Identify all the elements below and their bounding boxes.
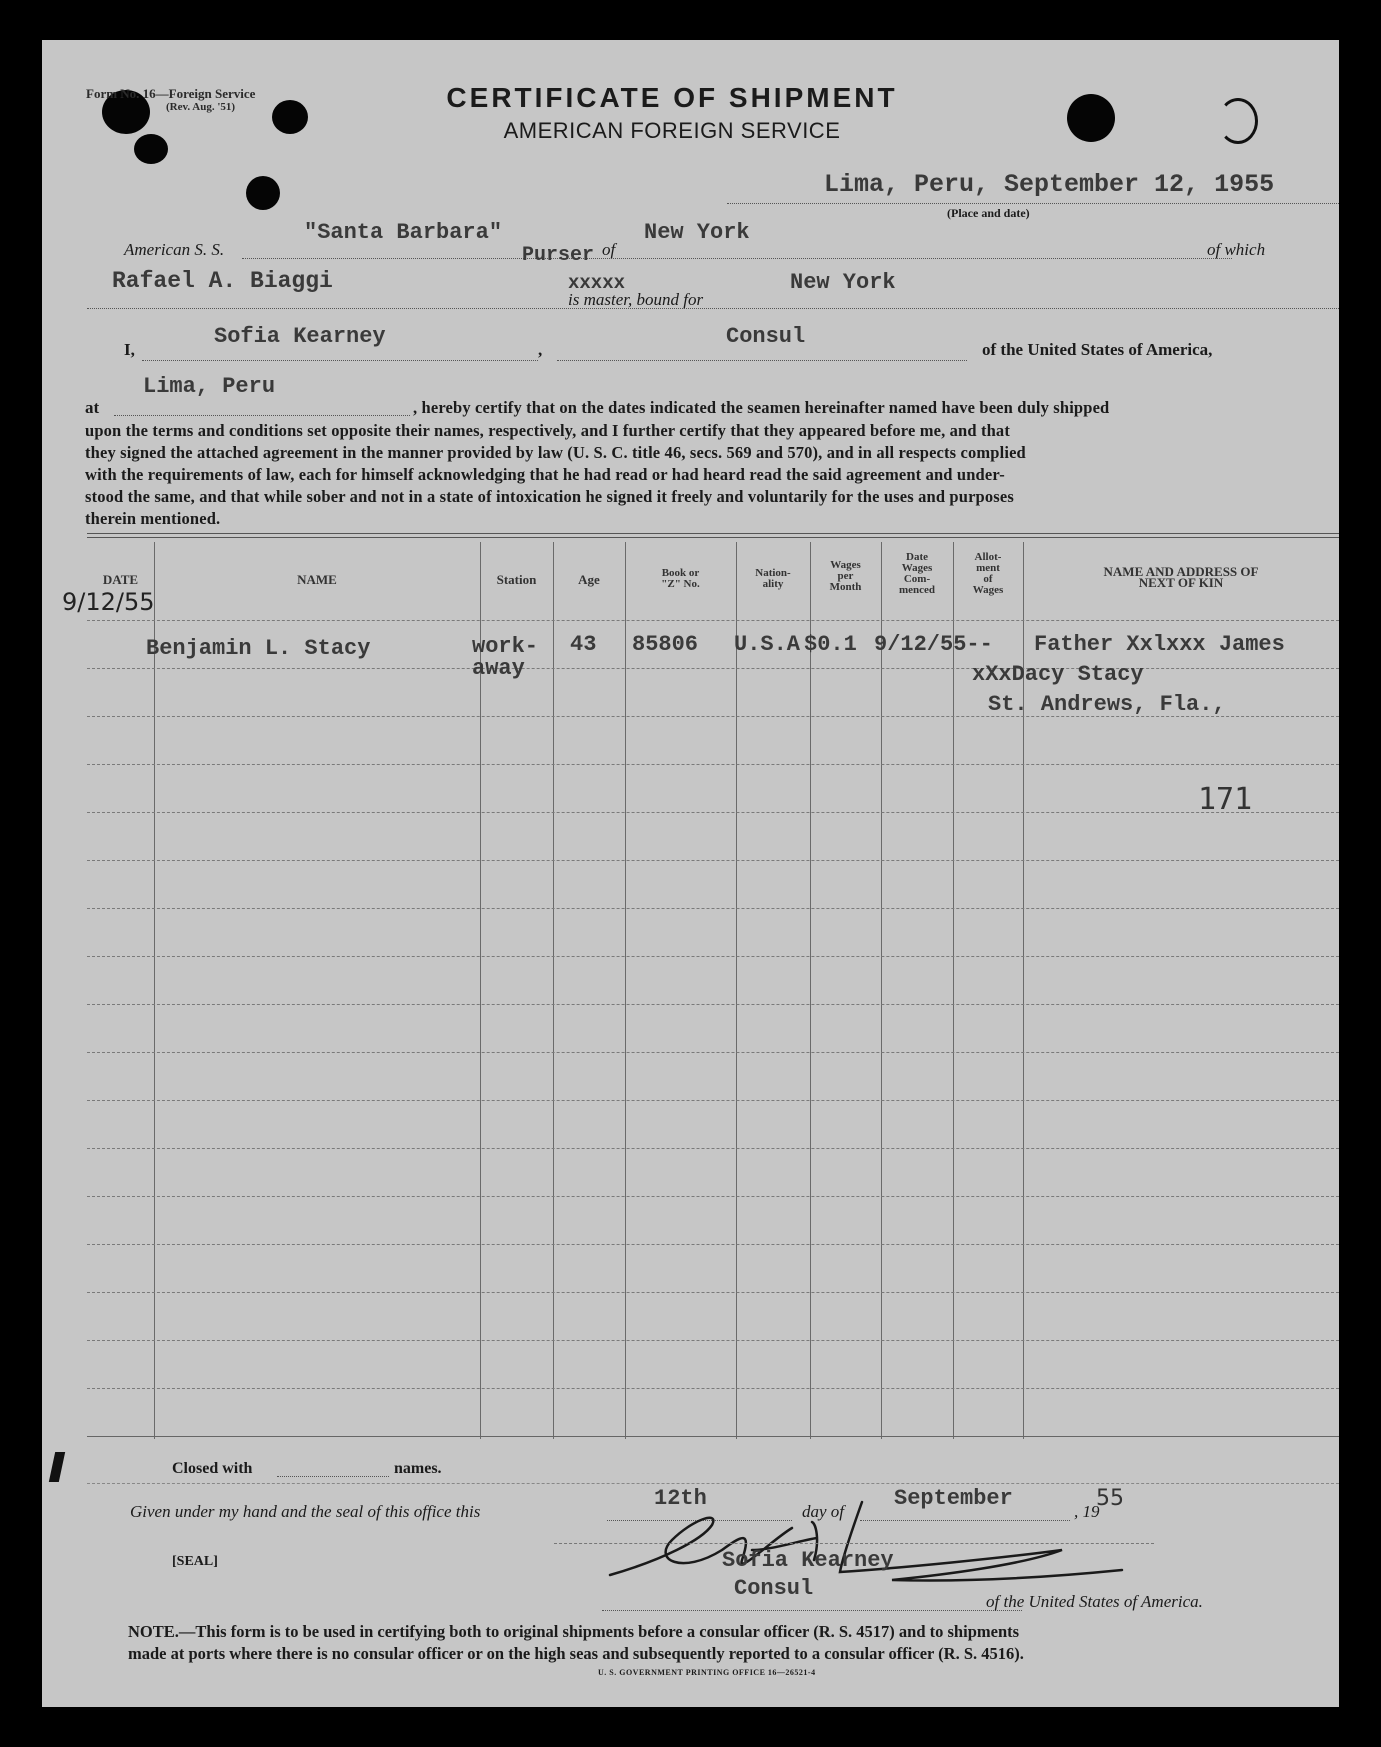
at-place-line	[114, 415, 410, 416]
table-bottom-rule	[87, 1436, 1339, 1437]
punch-hole	[246, 176, 280, 210]
ship-line	[242, 258, 1232, 259]
table-top-rule-2	[87, 537, 1339, 538]
next-of-kin-line-2: xXxDacy Stacy	[972, 662, 1144, 687]
row-line	[87, 1244, 1339, 1245]
year-suffix: 55	[1096, 1486, 1124, 1511]
row-line	[87, 1292, 1339, 1293]
at-label: at	[85, 398, 100, 417]
comma: ,	[538, 340, 543, 359]
column-header-nationality: Nation- ality	[755, 567, 791, 590]
form-revision: (Rev. Aug. '51)	[166, 101, 236, 113]
consul-name-value: Sofia Kearney	[214, 324, 386, 349]
struck-text: xxxxx	[568, 272, 626, 294]
row-line	[87, 1196, 1339, 1197]
row-line	[87, 908, 1339, 909]
place-date-label: (Place and date)	[947, 206, 1030, 220]
note-line-1: NOTE.—This form is to be used in certifying both to original shipments before a consular officer (R. S. 4517) and to shipments	[128, 1622, 1020, 1641]
master-line	[87, 308, 1339, 309]
certify-line-1: , hereby certify that on the dates indicated the seamen hereinafter named have been duly shipped	[413, 398, 1110, 417]
next-of-kin-line-3: St. Andrews, Fla.,	[988, 692, 1226, 717]
seaman-nationality: U.S.A	[734, 632, 801, 657]
margin-mark	[49, 1452, 65, 1482]
year-prefix: , 19	[1074, 1502, 1100, 1521]
column-divider	[953, 542, 954, 1439]
page-number-handwritten: 171	[1198, 782, 1253, 817]
column-divider	[736, 542, 737, 1439]
at-place-value: Lima, Peru	[143, 374, 276, 399]
certify-line-5: stood the same, and that while sober and not in a state of intoxication he signed it freely and voluntarily for the uses and purposes	[85, 487, 1014, 506]
signer-title: Consul	[734, 1576, 814, 1601]
column-header-age: Age	[578, 572, 600, 587]
closed-with-label: Closed with	[172, 1460, 253, 1477]
next-of-kin-line-1: Father Xxlxxx James	[1034, 632, 1285, 657]
punch-hole	[1067, 94, 1115, 142]
seaman-book-no: 85806	[632, 632, 699, 657]
of-usa-label: of the United States of America,	[982, 340, 1213, 359]
row-line	[87, 1052, 1339, 1053]
consul-name-line	[142, 360, 538, 361]
day-of-label: day of	[802, 1502, 845, 1521]
day-value: 12th	[654, 1486, 707, 1511]
column-divider	[625, 542, 626, 1439]
row-line	[87, 1388, 1339, 1389]
table-top-rule	[87, 533, 1339, 534]
form-number: Form No. 16—Foreign Service	[86, 86, 256, 101]
column-divider	[553, 542, 554, 1439]
i-label: I,	[124, 340, 135, 359]
column-header-date-commenced: Date Wages Com- menced	[898, 551, 936, 596]
american-ss-label: American S. S.	[124, 240, 225, 259]
certify-line-2: upon the terms and conditions set opposite their names, respectively, and I further certify that they appeared before me, and that	[85, 421, 1010, 440]
punch-hole-outline	[1218, 98, 1258, 144]
punch-hole	[272, 100, 308, 134]
signer-suffix: of the United States of America.	[986, 1592, 1203, 1611]
ship-port-value: New York	[644, 220, 750, 245]
column-divider	[810, 542, 811, 1439]
is-master-label: is master, bound for	[568, 290, 704, 309]
row-line	[87, 668, 1339, 669]
signature-underline	[554, 1543, 1154, 1544]
document-subtitle: AMERICAN FOREIGN SERVICE	[503, 118, 841, 143]
signer-title-line	[602, 1610, 1022, 1611]
row-line	[87, 956, 1339, 957]
row-line	[87, 1100, 1339, 1101]
ship-name-value: "Santa Barbara"	[304, 220, 503, 245]
column-header-wages: Wages per Month	[829, 559, 862, 593]
month-value: September	[894, 1486, 1013, 1511]
column-divider	[881, 542, 882, 1439]
consul-title-line	[557, 360, 967, 361]
certify-line-6: therein mentioned.	[85, 509, 221, 528]
row-line	[87, 1004, 1339, 1005]
of-label: of	[602, 240, 616, 259]
printing-office: U. S. GOVERNMENT PRINTING OFFICE 16—26521-4	[598, 1668, 816, 1677]
place-date-line	[727, 203, 1339, 204]
seaman-wages: $0.1	[804, 632, 857, 657]
seaman-station: work- away	[472, 634, 539, 681]
note-line-2: made at ports where there is no consular officer or on the high seas and subsequently reported to a consular officer (R. S. 4516).	[128, 1644, 1024, 1663]
of-which-label: of which	[1207, 240, 1266, 259]
consul-signature	[602, 1480, 1182, 1590]
given-under-text: Given under my hand and the seal of this office this	[130, 1502, 481, 1521]
column-header-book: Book or "Z" No.	[661, 567, 700, 590]
column-header-next-of-kin: NAME AND ADDRESS OF NEXT OF KIN	[1103, 564, 1259, 590]
header-bottom-line	[87, 620, 1339, 621]
seaman-age: 43	[570, 632, 597, 657]
entry-date-handwritten: 9/12/55	[62, 588, 155, 616]
document-page	[42, 40, 1339, 1707]
column-divider	[154, 542, 155, 1439]
purser-value: Purser	[522, 244, 595, 267]
row-line	[87, 812, 1339, 813]
certify-line-3: they signed the attached agreement in the manner provided by law (U. S. C. title 46, secs. 569 and 570), and in all respects complied	[85, 443, 1026, 462]
consul-title-value: Consul	[726, 324, 806, 349]
row-line	[87, 1148, 1339, 1149]
row-line	[87, 1340, 1339, 1341]
closed-with-line	[277, 1476, 389, 1477]
document-title: CERTIFICATE OF SHIPMENT	[446, 82, 898, 113]
certify-line-4: with the requirements of law, each for himself acknowledging that he had read or had heard read the said agreement and under-	[85, 465, 1005, 484]
seaman-date-commenced: 9/12/55--	[874, 632, 993, 657]
signer-name: Sofia Kearney	[722, 1548, 894, 1573]
row-line	[87, 860, 1339, 861]
master-name-value: Rafael A. Biaggi	[112, 268, 333, 294]
row-line	[87, 764, 1339, 765]
seaman-name: Benjamin L. Stacy	[146, 636, 371, 661]
place-date-value: Lima, Peru, September 12, 1955	[824, 170, 1275, 199]
punch-hole	[134, 134, 168, 164]
column-header-name: NAME	[297, 572, 337, 587]
bound-for-value: New York	[790, 270, 896, 295]
column-header-allotment: Allot- ment of Wages	[972, 551, 1004, 596]
names-label: names.	[394, 1460, 442, 1477]
column-header-station: Station	[496, 572, 537, 587]
column-header-date: DATE	[102, 572, 139, 587]
seal-label: [SEAL]	[172, 1554, 218, 1569]
